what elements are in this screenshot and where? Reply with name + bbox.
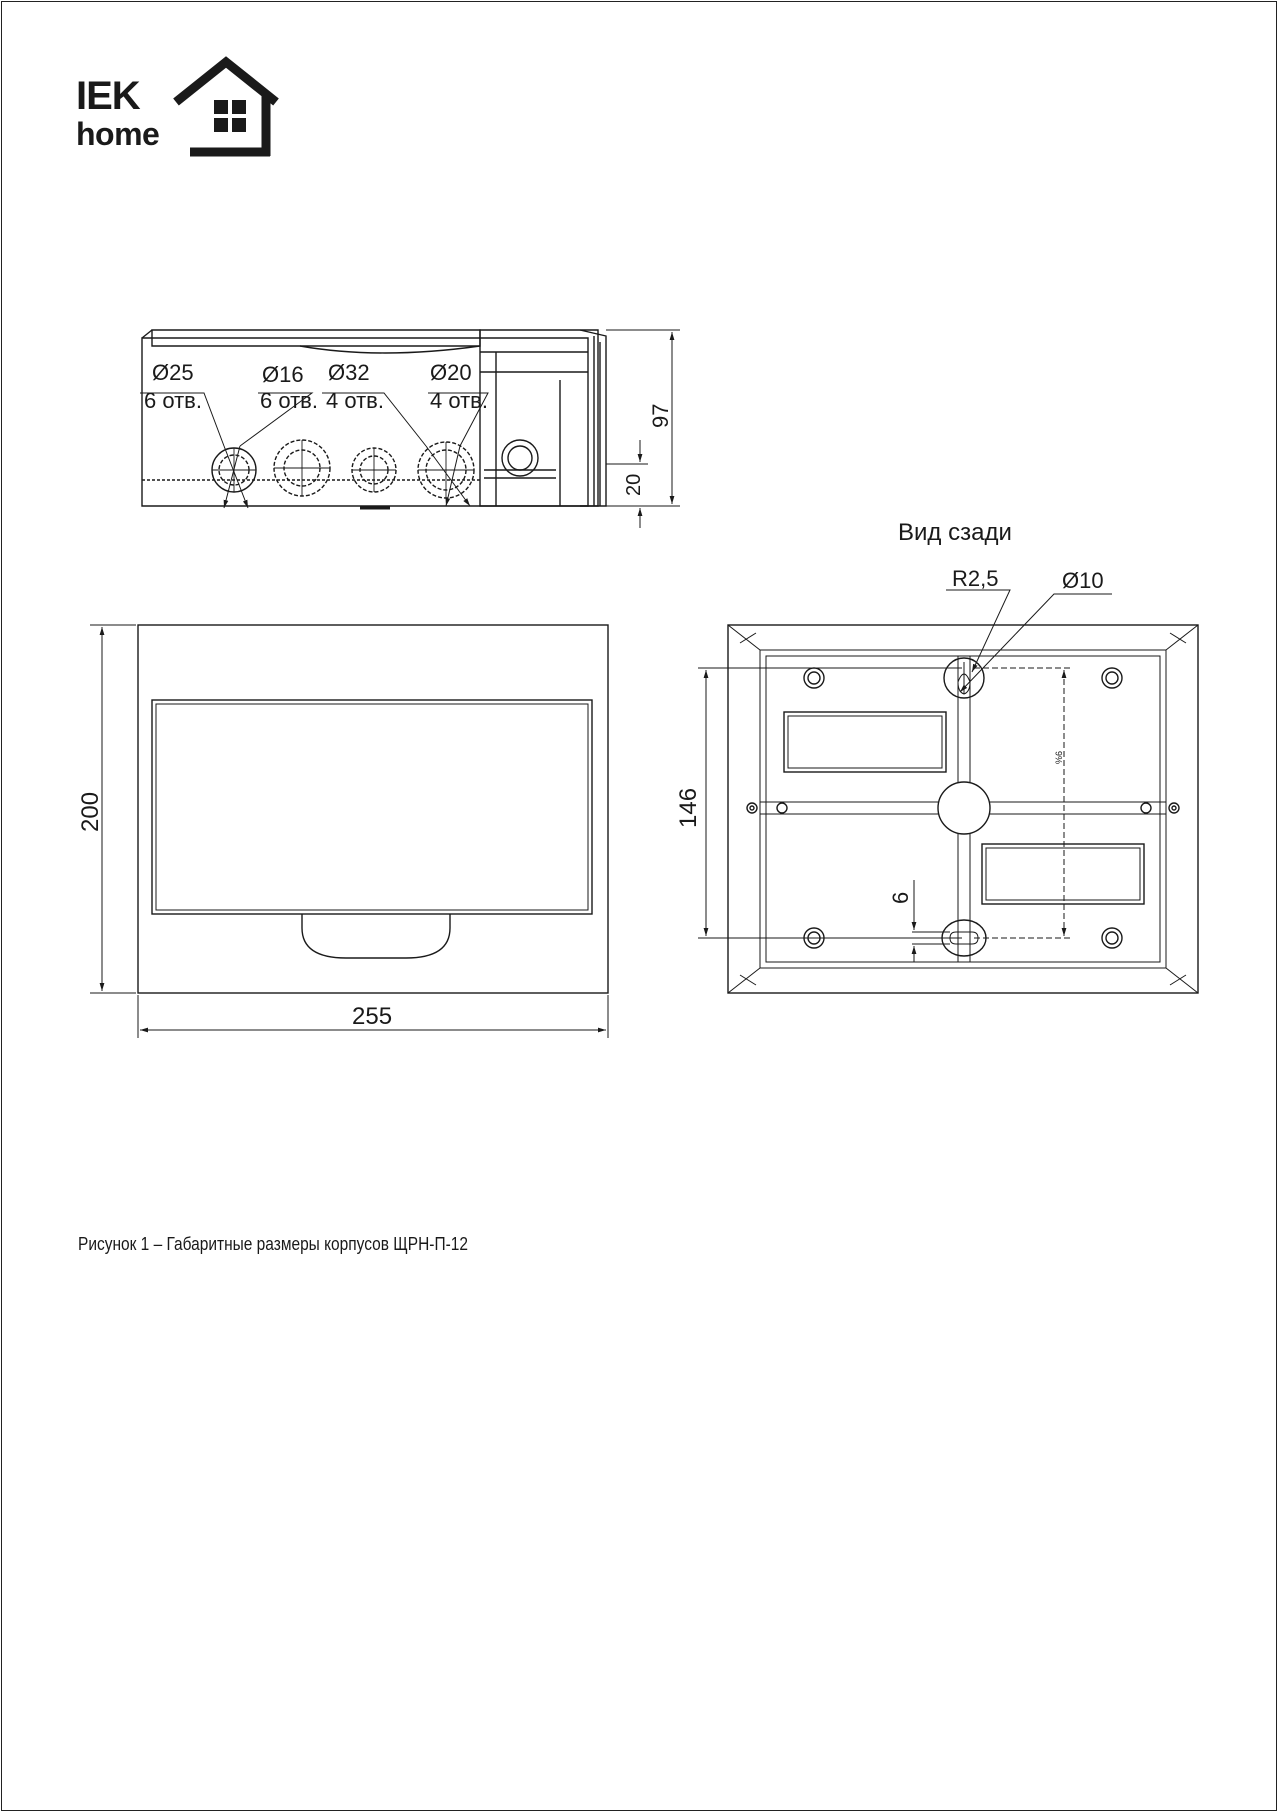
hole-label-count: 4 отв. <box>326 388 384 413</box>
hole-label-diameter: Ø16 <box>262 362 304 387</box>
rear-view-center-hole <box>938 782 990 834</box>
front-view-labels <box>77 792 392 1030</box>
rear-view-window-right <box>982 844 1144 904</box>
rear-view <box>698 590 1198 993</box>
dim-width-front: 255 <box>352 1003 393 1030</box>
dim-mount: 146 <box>675 787 702 828</box>
front-view <box>90 625 608 1038</box>
dim-offset-side: 20 <box>623 473 645 496</box>
hole-label-count: 6 отв. <box>260 388 318 413</box>
front-view-body <box>138 625 608 993</box>
dim-height-front: 200 <box>77 791 104 832</box>
hole-label-count: 4 отв. <box>430 388 488 413</box>
hole-label-diameter: Ø20 <box>430 360 472 385</box>
dim-radius: R2,5 <box>952 566 999 591</box>
logo-sub-text: home <box>76 116 160 152</box>
logo-brand-text: IEK <box>76 74 140 118</box>
dim-slot: 6 <box>888 891 913 904</box>
hole-label-diameter: Ø25 <box>152 360 194 385</box>
figure-caption: Рисунок 1 – Габаритные размеры корпусов ЩРН-П-12 <box>78 1234 468 1254</box>
dim-small: %6 <box>1054 750 1064 764</box>
hole-label-diameter: Ø32 <box>328 360 370 385</box>
front-view-handle <box>302 914 450 958</box>
side-view <box>140 330 680 528</box>
side-view-door-hinge <box>480 330 598 506</box>
rear-view-window-left <box>784 712 946 772</box>
front-view-window <box>152 700 592 914</box>
hole-label-count: 6 отв. <box>144 388 202 413</box>
dim-height-side: 97 <box>648 403 673 428</box>
dim-hole: Ø10 <box>1062 568 1104 593</box>
rear-view-title: Вид сзади <box>898 519 1012 546</box>
